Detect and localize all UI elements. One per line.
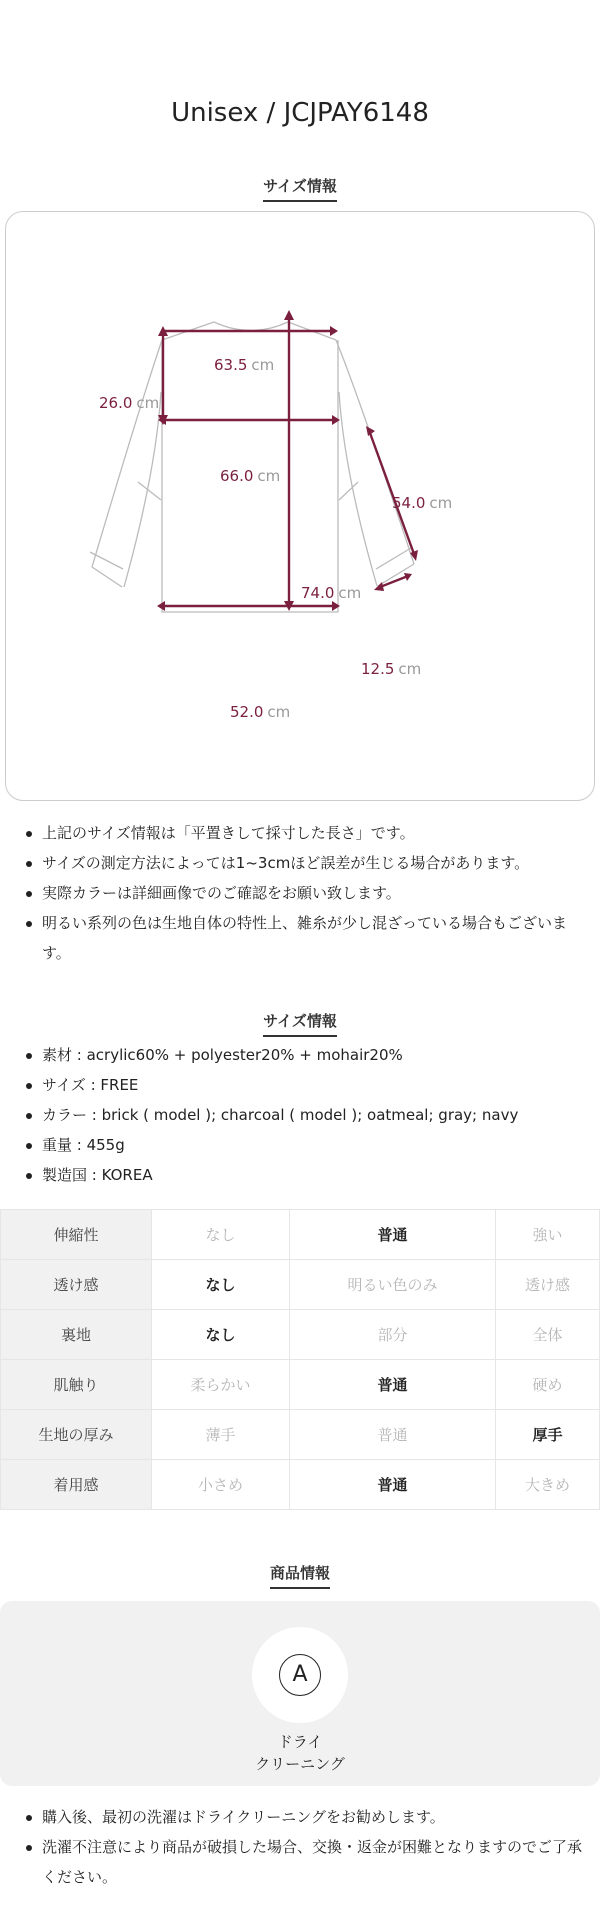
list-item: 明るい系列の色は生地自体の特性上、雑糸が少し混ざっている場合もございます。	[22, 908, 582, 968]
shoulder-measure-label: 63.5 cm	[214, 356, 275, 374]
attribute-label: 裏地	[1, 1310, 152, 1360]
arrowhead	[157, 601, 165, 611]
arrowhead	[332, 415, 340, 425]
sweater-outline-drawing	[6, 212, 596, 802]
left-sleeve-inner	[124, 392, 161, 587]
list-item: 上記のサイズ情報は「平置きして採寸した長さ」です。	[22, 818, 582, 848]
cuff-measure-label: 12.5 cm	[361, 660, 422, 678]
list-item: 実際カラーは詳細画像でのご確認をお願い致します。	[22, 878, 582, 908]
size-info-heading: サイズ情報	[0, 175, 600, 202]
attribute-option: 大きめ	[495, 1460, 599, 1510]
table-row	[1, 1360, 600, 1410]
spec-color: カラー : brick ( model ); charcoal ( model ); oatmeal; gray; navy	[22, 1100, 582, 1130]
right-sleeve-inner	[339, 392, 377, 586]
attribute-option: 強い	[495, 1210, 599, 1260]
spec-material: 素材 : acrylic60% + polyester20% + mohair20%	[22, 1040, 582, 1070]
collar-outline	[214, 322, 288, 331]
chest-measure-label: 66.0 cm	[220, 467, 281, 485]
list-item: 購入後、最初の洗濯はドライクリーニングをお勧めします。	[22, 1802, 582, 1832]
attribute-option: 部分	[290, 1310, 496, 1360]
care-panel	[0, 1601, 600, 1786]
attribute-option: 硬め	[495, 1360, 599, 1410]
right-sleeve-outer	[336, 340, 414, 564]
product-info-heading: 商品情報	[0, 1562, 600, 1589]
attribute-option: 普通	[290, 1210, 496, 1260]
hem-measure-label: 52.0 cm	[230, 703, 291, 721]
attribute-option: 普通	[290, 1360, 496, 1410]
table-row	[1, 1310, 600, 1360]
care-icon-circle	[252, 1627, 348, 1723]
attribute-label: 着用感	[1, 1460, 152, 1510]
list-item: 洗濯不注意により商品が破損した場合、交換・返金が困難となりますのでご了承ください。	[22, 1832, 582, 1892]
left-sleeve-outer	[92, 340, 162, 567]
list-item: サイズの測定方法によっては1~3cmほど誤差が生じる場合があります。	[22, 848, 582, 878]
attribute-label: 透け感	[1, 1260, 152, 1310]
attribute-label: 伸縮性	[1, 1210, 152, 1260]
attribute-option: 小さめ	[152, 1460, 290, 1510]
armhole-measure-label: 26.0 cm	[99, 394, 160, 412]
spec-weight: 重量 : 455g	[22, 1130, 582, 1160]
left-elbow-line	[138, 482, 161, 500]
length-measure-label: 74.0 cm	[301, 584, 362, 602]
attribute-option: 厚手	[495, 1410, 599, 1460]
size-diagram	[5, 211, 595, 801]
spec-size: サイズ : FREE	[22, 1070, 582, 1100]
attribute-option: 透け感	[495, 1260, 599, 1310]
table-row	[1, 1410, 600, 1460]
right-cuff-rib	[376, 548, 411, 569]
care-notes-list	[22, 1802, 582, 1892]
right-elbow-line	[339, 482, 358, 500]
attribute-option: 普通	[290, 1460, 496, 1510]
arrowhead	[330, 326, 338, 336]
arrowhead	[284, 310, 294, 320]
sleeve-measure-label: 54.0 cm	[392, 494, 453, 512]
spec-heading: サイズ情報	[0, 1010, 600, 1037]
left-cuff-rib	[90, 552, 123, 569]
left-cuff-outline	[92, 567, 122, 587]
size-notes-list	[22, 818, 582, 968]
table-row	[1, 1460, 600, 1510]
attribute-label: 生地の厚み	[1, 1410, 152, 1460]
attribute-option: なし	[152, 1260, 290, 1310]
attribute-option: 普通	[290, 1410, 496, 1460]
spec-list	[22, 1040, 582, 1190]
care-label: ドライ クリーニング	[255, 1733, 345, 1773]
attribute-table	[0, 1209, 600, 1510]
attribute-option: 全体	[495, 1310, 599, 1360]
attribute-option: 明るい色のみ	[290, 1260, 496, 1310]
spec-origin: 製造国 : KOREA	[22, 1160, 582, 1190]
product-title: Unisex / JCJPAY6148	[171, 98, 429, 128]
attribute-option: 柔らかい	[152, 1360, 290, 1410]
dry-clean-icon: A	[279, 1654, 321, 1696]
table-row	[1, 1210, 600, 1260]
attribute-option: 薄手	[152, 1410, 290, 1460]
attribute-option: なし	[152, 1310, 290, 1360]
attribute-option: なし	[152, 1210, 290, 1260]
table-row	[1, 1260, 600, 1310]
attribute-label: 肌触り	[1, 1360, 152, 1410]
arrowhead	[332, 601, 340, 611]
